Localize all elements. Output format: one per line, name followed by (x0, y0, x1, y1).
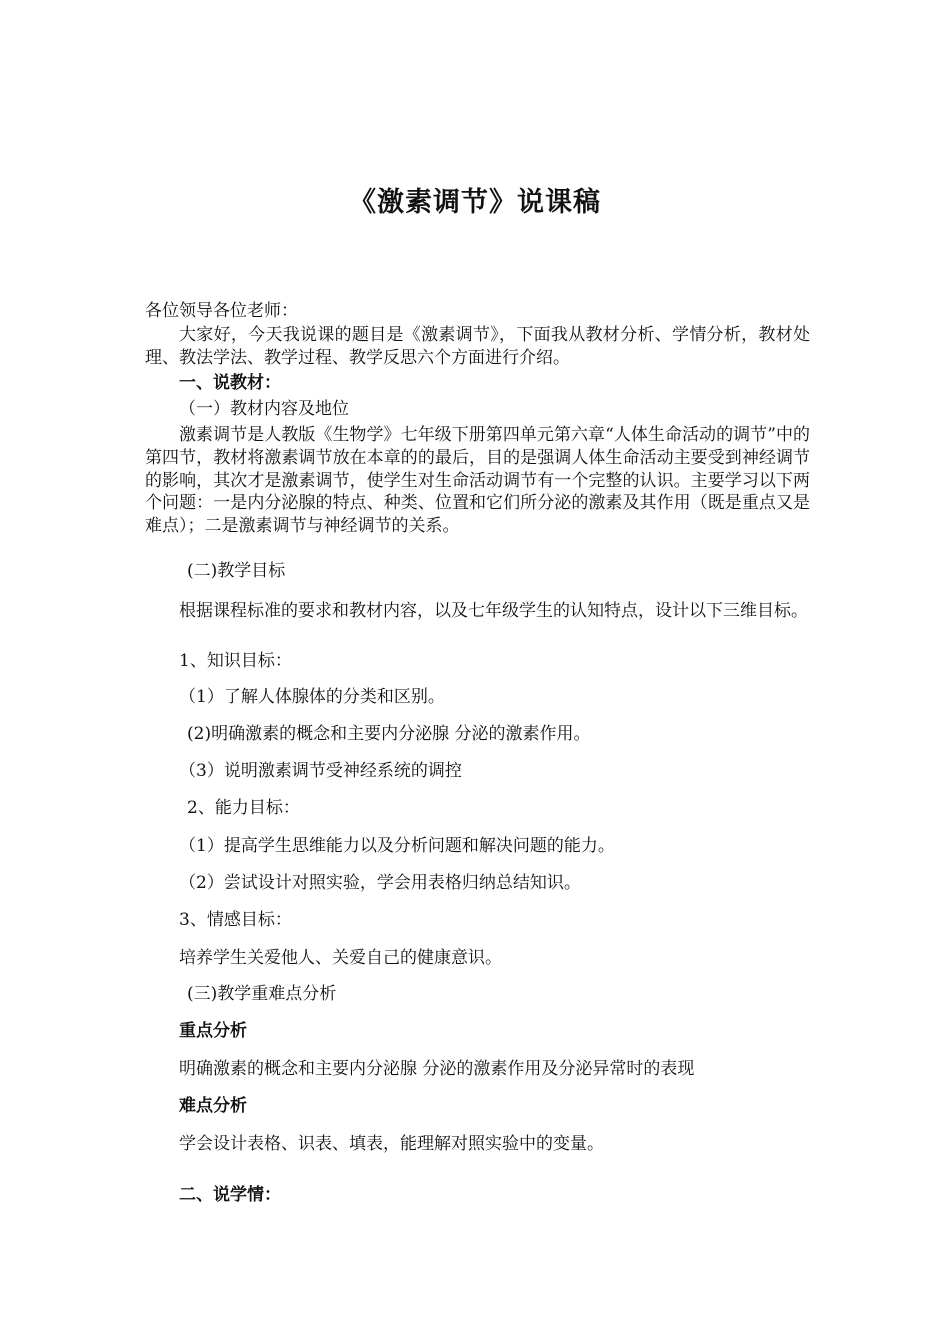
emotion-goal-body: 培养学生关爱他人、关爱自己的健康意识。 (179, 948, 502, 968)
difficult-point-body: 学会设计表格、识表、填表，能理解对照实验中的变量。 (179, 1134, 604, 1154)
emotion-goal-heading: 3、情感目标： (179, 910, 292, 930)
ability-goal-item: （1）提高学生思维能力以及分析问题和解决问题的能力。 (179, 836, 615, 856)
knowledge-goal-item: (2)明确激素的概念和主要内分泌腺 分泌的激素作用。 (187, 724, 591, 744)
difficult-point-heading: 难点分析 (179, 1096, 247, 1116)
knowledge-goal-item: （3）说明激素调节受神经系统的调控 (179, 761, 462, 781)
subsection-2-heading: (二)教学目标 (187, 561, 286, 581)
ability-goal-heading: 2、能力目标： (187, 798, 300, 818)
knowledge-goal-heading: 1、知识目标： (179, 651, 292, 671)
subsection-1-body: 激素调节是人教版《生物学》七年级下册第四单元第六章“人体生命活动的调节”中的第四节，教材将激素调节放在本章的的最后，目的是强调人体生命活动主要受到神经调节的影响，其次才是激素调节，使学生对生命活动调节有一个完整的认识。主要学习以下两个问题：一是内分泌腺的特点、种类、位置和它们所分泌的激素及其作用（既是重点又是难点）；二是激素调节与神经调节的关系。 (145, 425, 810, 537)
intro-paragraph: 大家好，今天我说课的题目是《激素调节》，下面我从教材分析、学情分析，教材处理、教法学法、教学过程、教学反思六个方面进行介绍。 (145, 325, 810, 368)
key-point-heading: 重点分析 (179, 1021, 247, 1041)
document-title: 《激素调节》说课稿 (349, 187, 601, 218)
knowledge-goal-item: （1）了解人体腺体的分类和区别。 (179, 687, 445, 707)
section-1-heading: 一、说教材： (179, 373, 281, 393)
subsection-2-body: 根据课程标准的要求和教材内容，以及七年级学生的认知特点，设计以下三维目标。 (179, 601, 808, 621)
key-point-body: 明确激素的概念和主要内分泌腺 分泌的激素作用及分泌异常时的表现 (179, 1059, 695, 1079)
section-2-heading: 二、说学情： (179, 1185, 281, 1205)
subsection-1-heading: （一）教材内容及地位 (179, 399, 349, 419)
greeting: 各位领导各位老师： (145, 301, 298, 321)
subsection-3-heading: (三)教学重难点分析 (187, 984, 337, 1004)
ability-goal-item: （2）尝试设计对照实验，学会用表格归纳总结知识。 (179, 873, 581, 893)
